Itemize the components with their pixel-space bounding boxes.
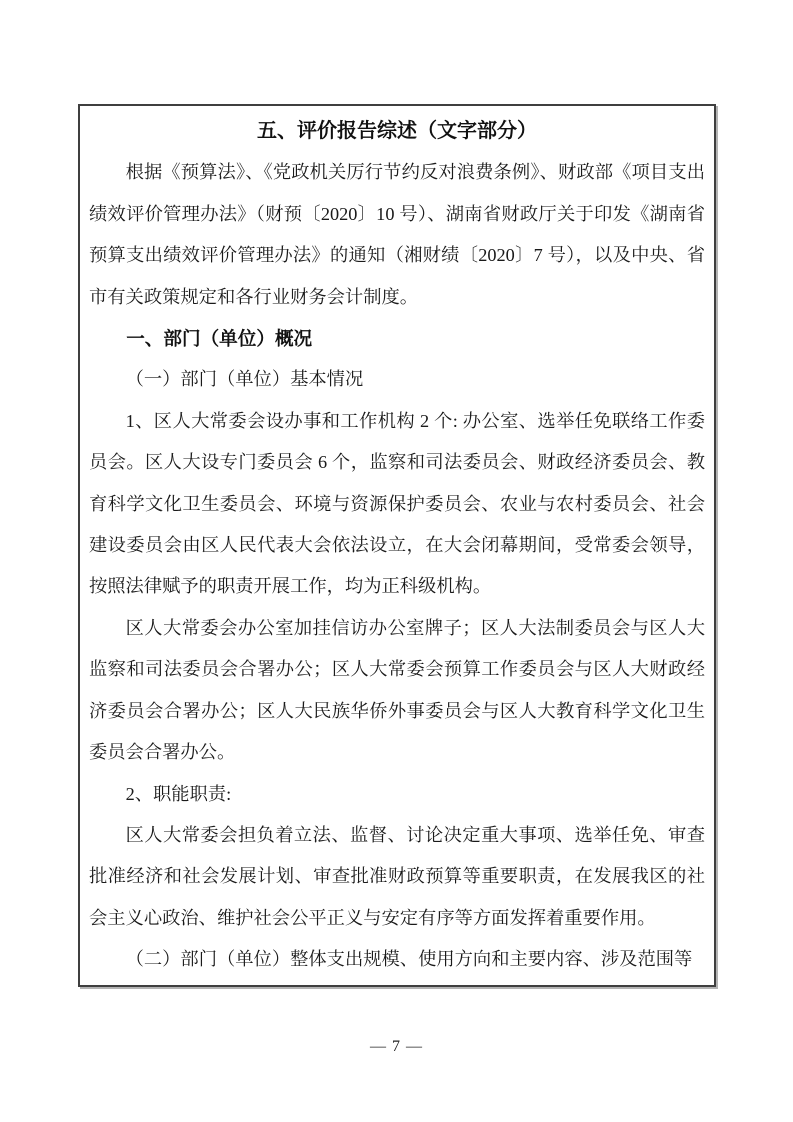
section-title: 五、评价报告综述（文字部分） bbox=[257, 120, 537, 142]
report-text-box bbox=[78, 104, 716, 987]
subheading-overall-expenditure: （二）部门（单位）整体支出规模、使用方向和主要内容、涉及范围等 bbox=[125, 949, 693, 970]
paragraph-duties-detail: 区人大常委会担负着立法、监督、讨论决定重大事项、选举任免、审查批准经济和社会发展计划、审查批准财政预算等重要职责，在发展我区的社会主义心政治、维护社会公平正义与安定有序等方面发挥着重要作用。 bbox=[89, 824, 705, 928]
paragraph-organization-setup: 1、区人大常委会设办事和工作机构 2 个: 办公室、选举任免联络工作委员会。区人大设专门委员会 6 个，监察和司法委员会、财政经济委员会、教育科学文化卫生委员会、环境与资源保护委员会、农业与农村委员会、社会建设委员会由区人民代表大会依法设立，在大会闭幕期间，受常委会领导，按照法律赋予的职责开展工作，均为正科级机构。 bbox=[89, 410, 705, 597]
paragraph-co-located-offices: 区人大常委会办公室加挂信访办公室牌子；区人大法制委员会与区人大监察和司法委员会合署办公；区人大常委会预算工作委员会与区人大财政经济委员会合署办公；区人大民族华侨外事委员会与区人大教育科学文化卫生委员会合署办公。 bbox=[89, 617, 705, 763]
page-number: — 7 — bbox=[370, 1038, 423, 1055]
subheading-basic-situation: （一）部门（单位）基本情况 bbox=[125, 369, 364, 390]
paragraph-legal-basis: 根据《预算法》、《党政机关厉行节约反对浪费条例》、财政部《项目支出绩效评价管理办法》（财预〔2020〕10 号）、湖南省财政厅关于印发《湖南省预算支出绩效评价管理办法》的通知（湘财绩〔2020〕7 号），以及中央、省市有关政策规定和各行业财务会计制度。 bbox=[89, 162, 705, 307]
paragraph-duties-label: 2、职能职责: bbox=[125, 783, 232, 804]
heading-department-overview: 一、部门（单位）概况 bbox=[126, 328, 313, 350]
